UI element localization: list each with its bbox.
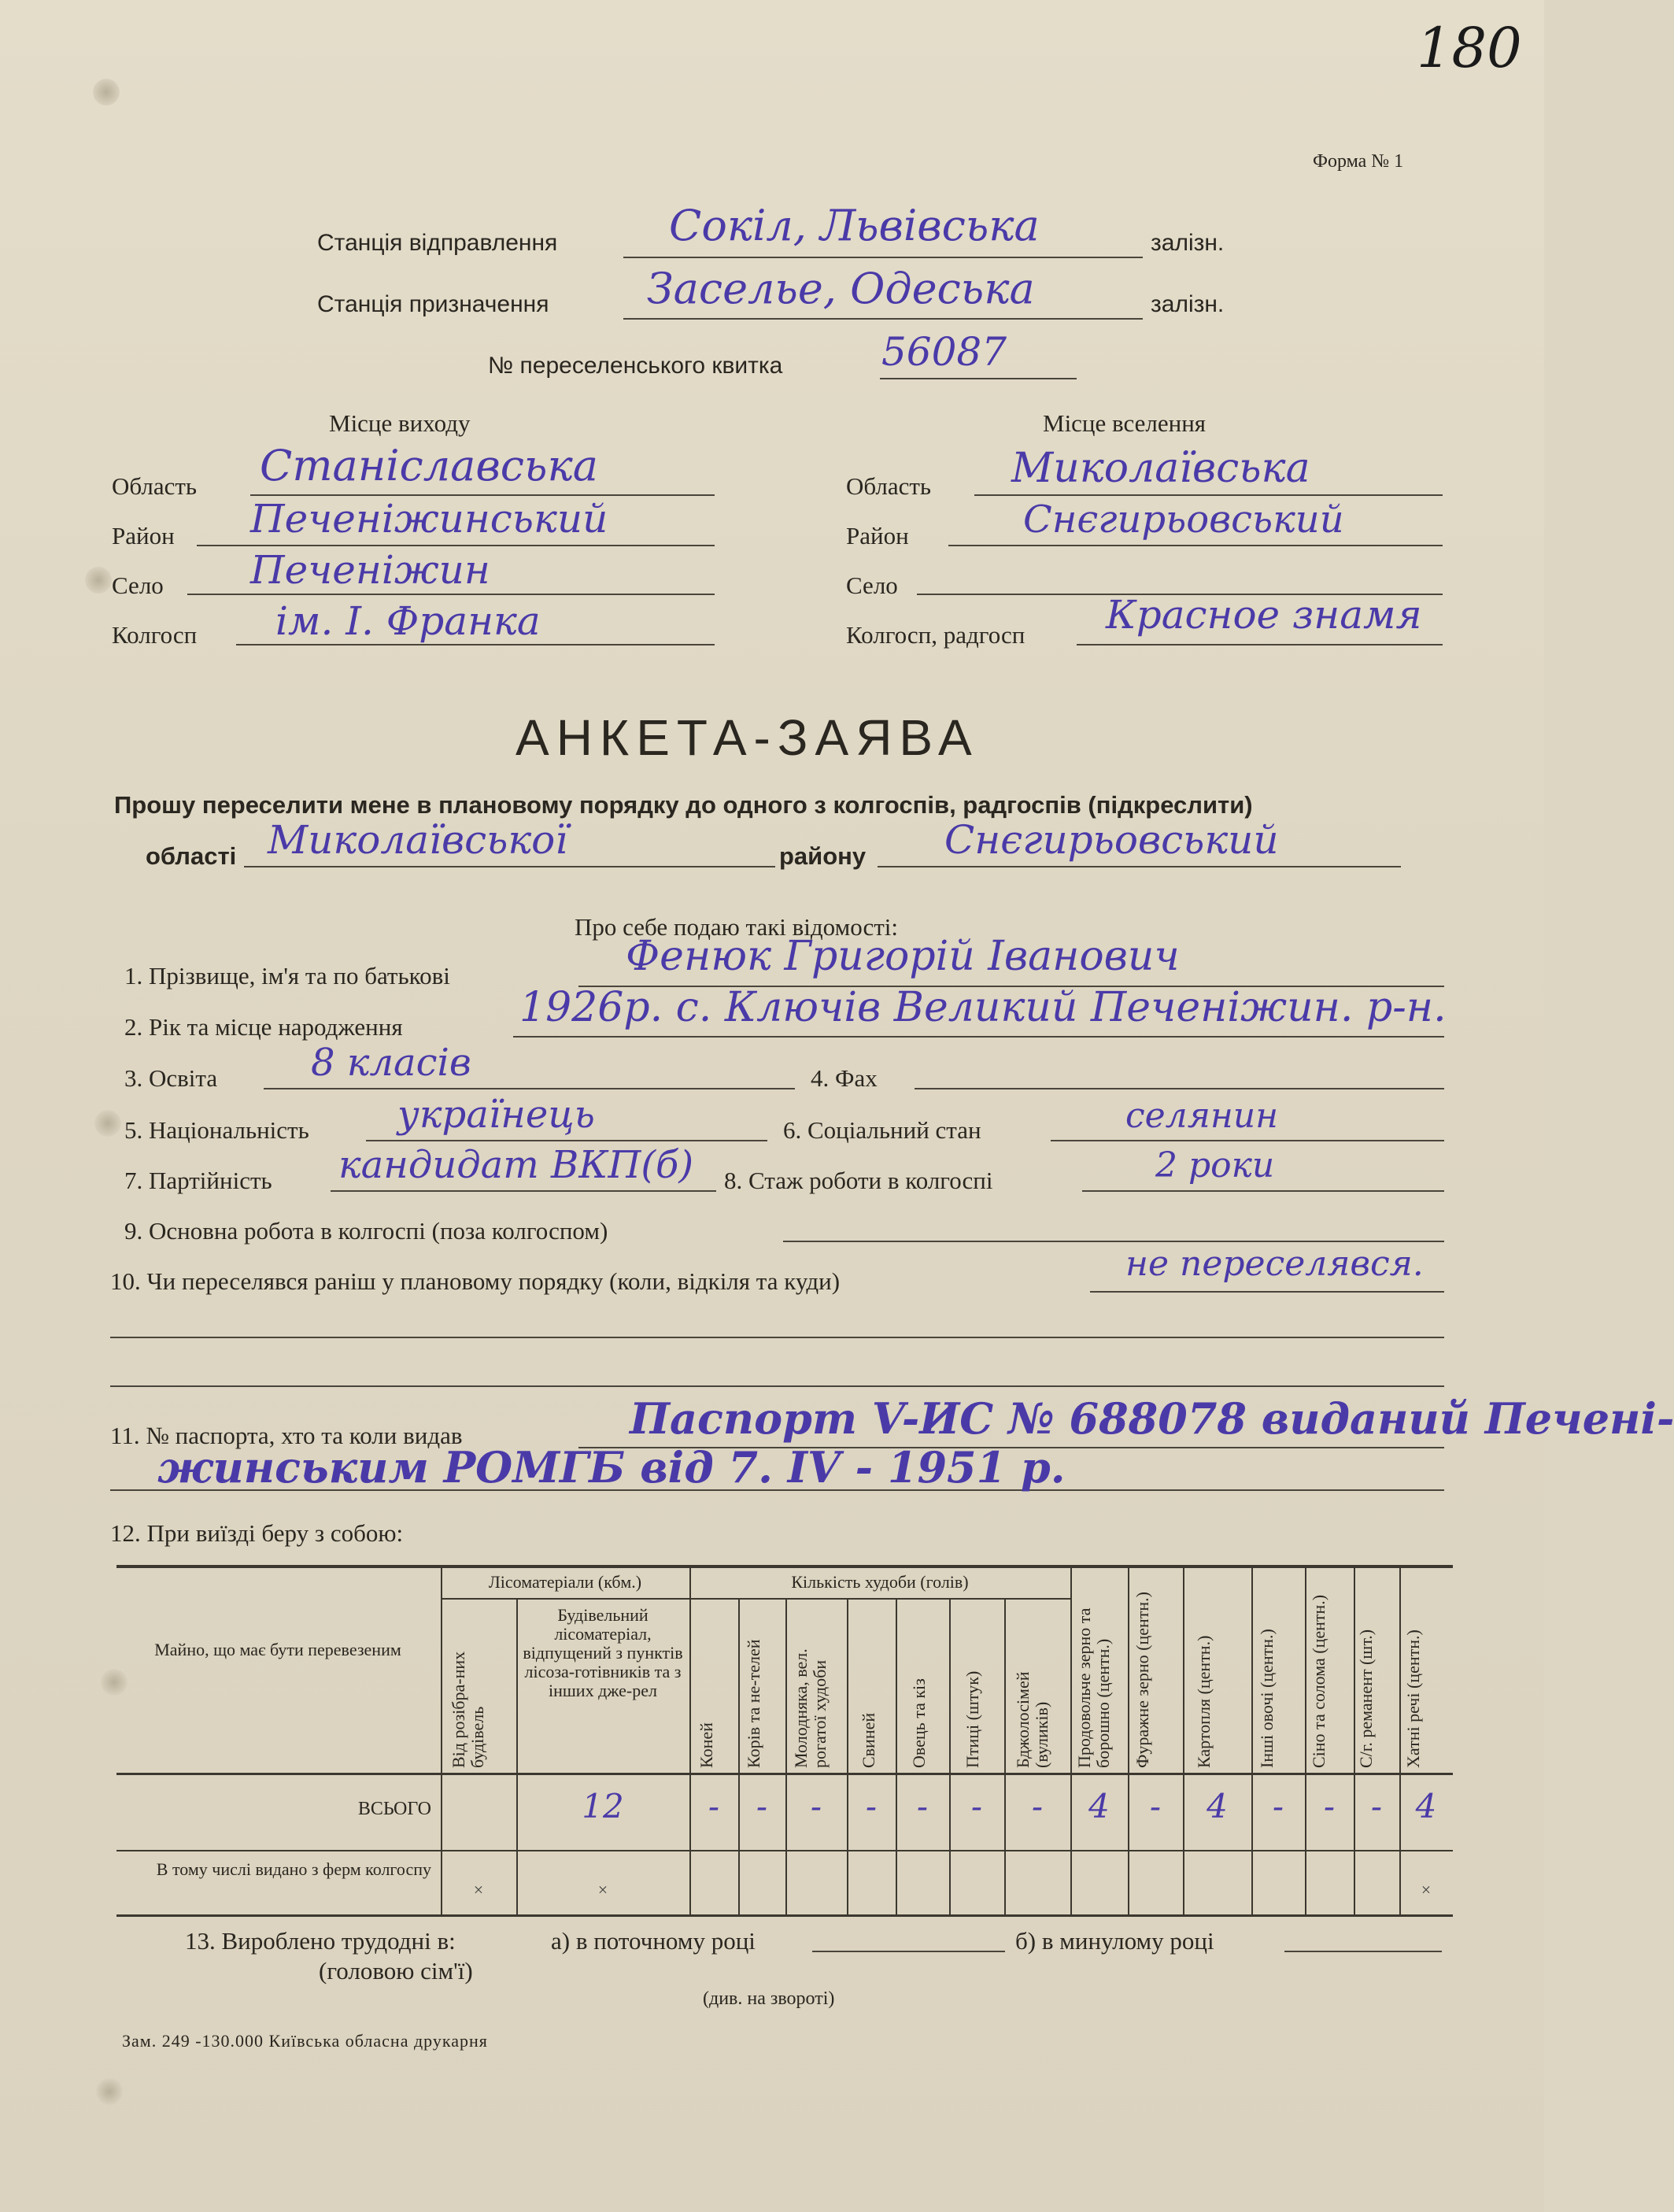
workdays-a-label: а) в поточному році (551, 1927, 756, 1955)
farm-cell: × (473, 1880, 484, 1899)
page-number: 180 (1417, 16, 1522, 80)
intro-text: Про себе подаю такі відомості: (575, 913, 899, 941)
col-food-grain: Продовольче зерно та борошно (центн.) (1074, 1607, 1113, 1768)
col-dismantled: Від розібра-них будівель (449, 1651, 487, 1768)
total-cell: - (1370, 1787, 1383, 1825)
origin-kolhosp-label: Колгосп (112, 621, 198, 649)
dest-raion-label: Район (846, 522, 909, 549)
reverse-note: (див. на звороті) (703, 1988, 835, 2009)
col-tools: С/г. реманент (шт.) (1356, 1629, 1376, 1768)
punch-hole (96, 2078, 123, 2105)
origin-raion-value: Печеніжинський (250, 496, 608, 542)
total-cell: - (865, 1787, 878, 1825)
origin-oblast-label: Область (112, 472, 198, 500)
origin-kolhosp-value: ім. І. Франка (275, 598, 541, 644)
document-title: АНКЕТА-ЗАЯВА (516, 709, 979, 766)
total-cell: - (1149, 1787, 1162, 1825)
total-cell: 4 (1415, 1787, 1437, 1825)
total-cell: - (756, 1787, 768, 1825)
origin-selo-label: Село (112, 571, 164, 599)
field-9-label: 9. Основна робота в колгоспі (поза колгоспом) (124, 1217, 608, 1245)
field-1-label: 1. Прізвище, ім'я та по батькові (124, 962, 450, 989)
punch-hole (93, 79, 120, 105)
field-8-value: 2 роки (1155, 1145, 1275, 1186)
total-cell: 4 (1088, 1787, 1110, 1825)
field-6-label: 6. Соціальний стан (783, 1116, 981, 1144)
belongings-table (116, 1565, 1453, 1914)
origin-heading: Місце виходу (329, 409, 471, 437)
field-5-label: 5. Національність (124, 1116, 309, 1144)
dest-kolhosp-value: Красное знамя (1106, 592, 1422, 638)
field-4-label: 4. Фах (811, 1064, 878, 1092)
total-cell: - (810, 1787, 822, 1825)
timber-group-header: Лісоматеріали (кбм.) (488, 1572, 642, 1592)
col-sheep: Овець та кіз (909, 1678, 929, 1768)
total-cell: - (1323, 1787, 1336, 1825)
col-young-cattle: Молодняка, вел. рогатої худоби (791, 1648, 830, 1768)
total-cell: - (708, 1787, 720, 1825)
field-8-label: 8. Стаж роботи в колгоспі (724, 1167, 993, 1194)
field-1-value: Фенюк Григорій Іванович (626, 933, 1180, 980)
request-oblast-label: області (146, 842, 237, 870)
farm-cell: × (1421, 1880, 1432, 1899)
total-cell: - (1272, 1787, 1284, 1825)
railway-suffix-2: залізн. (1151, 291, 1225, 317)
col-household: Хатні речі (центн.) (1403, 1629, 1423, 1768)
request-raion-value: Снєгирьовський (944, 817, 1279, 863)
railway-suffix-1: залізн. (1151, 230, 1225, 256)
total-cell: - (916, 1787, 929, 1825)
col-birds: Птиці (штук) (963, 1670, 982, 1768)
workdays-label: 13. Вироблено трудодні в: (185, 1927, 456, 1955)
field-6-value: селянин (1125, 1096, 1279, 1136)
destination-heading: Місце вселення (1043, 409, 1207, 437)
total-cell: 12 (582, 1787, 624, 1825)
field-12-label: 12. При виїзді беру з собою: (110, 1519, 404, 1547)
col-property: Майно, що має бути перевезеним (154, 1640, 401, 1659)
row-total-label: ВСЬОГО (357, 1799, 431, 1819)
field-2-label: 2. Рік та місце народження (124, 1013, 403, 1041)
col-cows: Корів та не-телей (744, 1639, 763, 1768)
field-11-value-2: жинським РОМГБ від 7. IV - 1951 р. (157, 1442, 1066, 1493)
field-5-value: українець (397, 1093, 595, 1137)
field-3-value: 8 класів (311, 1041, 471, 1085)
departure-station-value: Сокіл, Львівська (669, 201, 1040, 250)
request-raion-label: району (779, 842, 867, 870)
dest-kolhosp-label: Колгосп, радгосп (846, 621, 1025, 649)
col-bees: Бджолосімей (вуликів) (1013, 1671, 1051, 1768)
dest-selo-label: Село (846, 571, 898, 599)
col-fodder: Фуражне зерно (центн.) (1133, 1592, 1152, 1768)
origin-selo-value: Печеніжин (250, 547, 490, 593)
cattle-group-header: Кількість худоби (голів) (791, 1572, 969, 1592)
field-7-value: кандидат ВКП(б) (338, 1143, 694, 1187)
field-10-label: 10. Чи переселявся раніш у плановому порядку (коли, відкіля та куди) (110, 1267, 841, 1295)
total-cell: 4 (1207, 1787, 1228, 1825)
farm-cell: × (597, 1880, 608, 1899)
origin-oblast-value: Станіславська (260, 441, 598, 490)
total-cell: - (1031, 1787, 1044, 1825)
total-cell: - (970, 1787, 983, 1825)
punch-hole (85, 567, 112, 594)
dest-raion-value: Снєгирьовський (1023, 498, 1344, 542)
destination-station-label: Станція призначення (317, 291, 549, 317)
col-building: Будівельний лісоматеріал, відпущений з пунктів лісоза-готівників та з інших дже-рел (523, 1605, 683, 1700)
destination-station-value: Заселье, Одеська (647, 264, 1035, 313)
col-horses: Коней (697, 1722, 716, 1768)
workdays-b-label: б) в минулому році (1015, 1927, 1214, 1955)
col-hay: Сіно та солома (центн.) (1309, 1594, 1328, 1768)
origin-raion-label: Район (112, 522, 175, 549)
field-11-label: 11. № паспорта, хто та коли видав (110, 1422, 463, 1449)
col-pigs: Свиней (859, 1712, 878, 1768)
request-line: Прошу переселити мене в плановому порядку до одного з колгоспів, радгоспів (підкреслити) (114, 791, 1253, 819)
col-potato: Картопля (центн.) (1194, 1635, 1214, 1768)
departure-station-label: Станція відправлення (317, 230, 558, 256)
field-2-value: 1926р. с. Ключів Великий Печеніжин. р-н. (519, 984, 1447, 1031)
field-7-label: 7. Партійність (124, 1167, 272, 1194)
ticket-value: 56087 (881, 329, 1007, 375)
form-number: Форма № 1 (1313, 151, 1404, 172)
request-oblast-value: Миколаївської (268, 817, 568, 863)
ticket-label: № переселенського квитка (488, 353, 783, 379)
field-10-value: не переселявся. (1125, 1244, 1424, 1284)
dest-oblast-label: Область (846, 472, 932, 500)
printer-imprint: Зам. 249 -130.000 Київська обласна друкарня (122, 2031, 488, 2051)
field-11-value-1: Паспорт V-ИС № 688078 виданий Печені- (630, 1393, 1674, 1444)
row-farm-label: В тому числі видано з ферм колгоспу (156, 1859, 431, 1879)
punch-hole (94, 1110, 121, 1137)
workdays-sub: (головою сім'ї) (319, 1957, 473, 1985)
dest-oblast-value: Миколаївська (1011, 445, 1310, 492)
col-vegetables: Інші овочі (центн.) (1257, 1629, 1277, 1768)
field-3-label: 3. Освіта (124, 1064, 218, 1092)
